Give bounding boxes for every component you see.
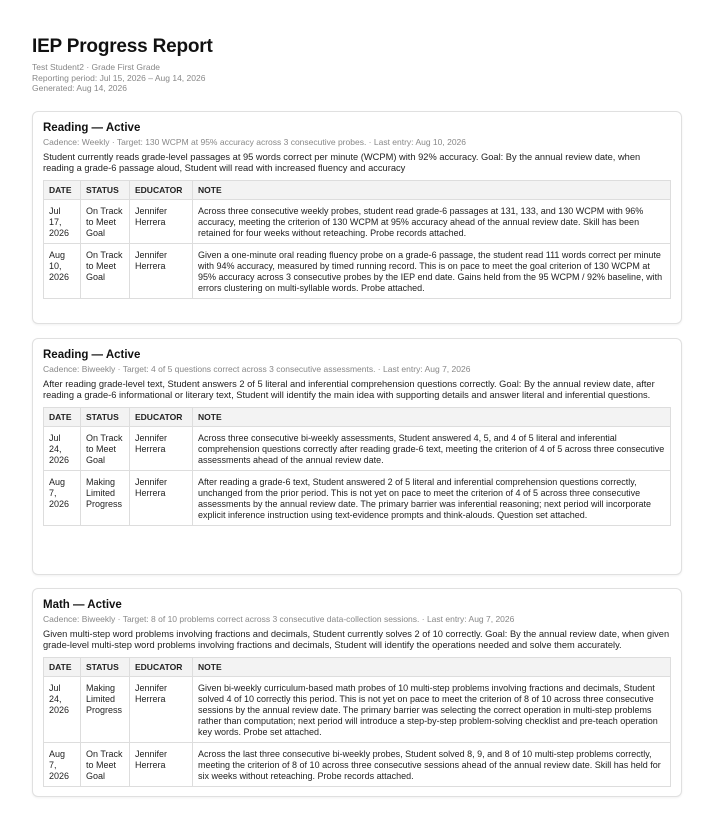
- col-header-date: DATE: [44, 408, 81, 427]
- entry-date: Jul 24, 2026: [44, 427, 81, 471]
- col-header-note: NOTE: [193, 658, 671, 677]
- table-header-row: [44, 658, 671, 677]
- goal-title: Reading — Active: [43, 122, 141, 134]
- entry-educator: Jennifer Herrera: [130, 743, 193, 787]
- col-header-status: STATUS: [81, 181, 130, 200]
- entry-status: On Track to Meet Goal: [81, 743, 130, 787]
- entry-date: Jul 17, 2026: [44, 200, 81, 244]
- goal-cadence: Cadence: Weekly · Target: 130 WCPM at 95% accuracy across 3 consecutive probes. · Last entry: Aug 10, 2026: [43, 137, 467, 147]
- col-header-date: DATE: [44, 658, 81, 677]
- entry-educator: Jennifer Herrera: [130, 200, 193, 244]
- entry-educator: Jennifer Herrera: [130, 244, 193, 299]
- col-header-status: STATUS: [81, 408, 130, 427]
- entry-note: Across three consecutive weekly probes, student read grade-6 passages at 131, 133, and 130 WCPM with 96% accuracy, meeting the criterion of 130 WCPM at 95% accuracy ahead of the annual review date. Skill has been retained for four weeks without reteaching. Probe records attached.: [193, 200, 671, 244]
- entry-note: Across three consecutive bi-weekly assessments, Student answered 4, 5, and 4 of 5 literal and inferential comprehension questions correctly after reading grade-6 text, meeting the criterion of 4 of 5 across three consecutive assessments ahead of the annual review date.: [193, 427, 671, 471]
- reporting-period: Reporting period: Jul 15, 2026 – Aug 14, 2026: [32, 72, 206, 83]
- goal-title: Math — Active: [43, 599, 122, 611]
- table-row: [44, 471, 671, 526]
- entry-status: Making Limited Progress: [81, 677, 130, 743]
- goal-description: Given multi-step word problems involving fractions and decimals, Student currently solves 2 of 10 correctly. Goal: By the annual review date, when given grade-level multi-step word problems involving fractions and decimals, Student will identify the operations needed and solve them accurately.: [43, 629, 670, 650]
- entry-note: Across the last three consecutive bi-weekly probes, Student solved 8, 9, and 8 of 10 multi-step problems correctly, meeting the criterion of 8 of 10 across three consecutive sessions ahead of the annual review date. Skill has held for six weeks without reteaching. Probe records attached.: [193, 743, 671, 787]
- entry-status: On Track to Meet Goal: [81, 427, 130, 471]
- generated-date: Generated: Aug 14, 2026: [32, 83, 127, 93]
- progress-table: [43, 180, 671, 299]
- goal-cadence: Cadence: Biweekly · Target: 8 of 10 problems correct across 3 consecutive data-collection sessions. · Last entry: Aug 7, 2026: [43, 614, 515, 624]
- progress-table: [43, 407, 671, 526]
- report-meta: [32, 62, 213, 94]
- entry-status: On Track to Meet Goal: [81, 200, 130, 244]
- col-header-date: DATE: [44, 181, 81, 200]
- entry-educator: Jennifer Herrera: [130, 471, 193, 526]
- entry-date: Aug 10, 2026: [44, 244, 81, 299]
- col-header-educator: EDUCATOR: [130, 181, 193, 200]
- col-header-status: STATUS: [81, 658, 130, 677]
- table-row: [44, 743, 671, 787]
- table-row: [44, 200, 671, 244]
- entry-educator: Jennifer Herrera: [130, 677, 193, 743]
- table-row: [44, 427, 671, 471]
- entry-note: Given bi-weekly curriculum-based math probes of 10 multi-step problems involving fractions and decimals, Student solved 4 of 10 correctly this period. This is not yet on pace to meet the criterion of 8 of 10 across three consecutive sessions by the annual review date. The primary barrier was selecting the correct operation in multi-step problems rather than computation; next period will introduce a step-by-step problem-solving checklist and pre-teach operation key words. Probe set attached.: [193, 677, 671, 743]
- entry-date: Aug 7, 2026: [44, 471, 81, 526]
- col-header-educator: EDUCATOR: [130, 658, 193, 677]
- col-header-note: NOTE: [193, 408, 671, 427]
- entry-date: Aug 7, 2026: [44, 743, 81, 787]
- entry-educator: Jennifer Herrera: [130, 427, 193, 471]
- entry-status: Making Limited Progress: [81, 471, 130, 526]
- table-row: [44, 244, 671, 299]
- progress-table: [43, 657, 671, 787]
- goal-card-math: [32, 588, 682, 797]
- goal-card-reading-fluency: [32, 111, 682, 324]
- report-header: [32, 36, 213, 94]
- goal-description: Student currently reads grade-level passages at 95 words correct per minute (WCPM) with 92% accuracy. Goal: By the annual review date, when reading a grade-6 passage aloud, Student will read with increased fluency and accuracy: [43, 152, 641, 173]
- table-header-row: [44, 408, 671, 427]
- entry-date: Jul 24, 2026: [44, 677, 81, 743]
- goal-cadence: Cadence: Biweekly · Target: 4 of 5 questions correct across 3 consecutive assessments. · Last entry: Aug 7, 2026: [43, 364, 471, 374]
- col-header-note: NOTE: [193, 181, 671, 200]
- page-title: IEP Progress Report: [32, 36, 213, 57]
- table-row: [44, 677, 671, 743]
- goal-card-reading-comprehension: [32, 338, 682, 575]
- student-line: Test Student2 · Grade First Grade: [32, 62, 161, 72]
- col-header-educator: EDUCATOR: [130, 408, 193, 427]
- entry-note: After reading a grade-6 text, Student answered 2 of 5 literal and inferential comprehension questions correctly, unchanged from the prior period. This is not yet on pace to meet the criterion of 4 of 5 across three consecutive assessments by the annual review date. The primary barrier was inferential reasoning; next period will incorporate explicit inference instruction using text-evidence prompts and think-alouds. Question set attached.: [193, 471, 671, 526]
- entry-status: On Track to Meet Goal: [81, 244, 130, 299]
- goal-description: After reading grade-level text, Student answers 2 of 5 literal and inferential comprehension questions correctly. Goal: By the annual review date, after reading a grade-6 informational or literary text, Student will identify the main idea with supporting details and answer literal and inferential questions.: [43, 379, 655, 400]
- goal-title: Reading — Active: [43, 349, 141, 361]
- table-header-row: [44, 181, 671, 200]
- entry-note: Given a one-minute oral reading fluency probe on a grade-6 passage, the student read 111 words correct per minute with 94% accuracy, measured by timed running record. This is on pace to meet the goal criterion of 130 WCPM at 95% accuracy across 3 consecutive probes by the IEP end date. Gains held from the 95 WCPM / 92% baseline, with errors clustering on multi-syllable words. Probe attached.: [193, 244, 671, 299]
